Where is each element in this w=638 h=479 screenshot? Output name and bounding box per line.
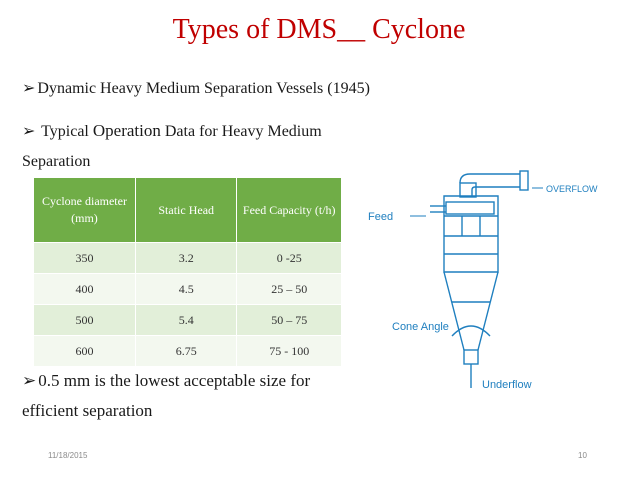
overflow-label: OVERFLOW — [546, 184, 598, 194]
cyclone-outline — [430, 171, 528, 388]
underflow-label: Underflow — [482, 379, 532, 391]
header-cyclone-diameter: Cyclone diameter (mm) — [34, 178, 135, 243]
table-cell: 350 — [34, 243, 135, 274]
bullet-operation-data — [22, 116, 382, 177]
table-cell: 6.75 — [135, 336, 236, 367]
table-header-row — [34, 178, 342, 243]
bullet-vessels-text: Dynamic Heavy Medium Separation Vessels (1945) — [37, 80, 370, 97]
bullet-operation-text-3: Data for Heavy Medium Separation — [22, 123, 322, 170]
table-cell: 3.2 — [135, 243, 236, 274]
table-cell: 400 — [34, 274, 135, 305]
bullet-lowest-size-text: 0.5 mm is the lowest acceptable size for efficient separation — [22, 371, 311, 420]
header-feed-capacity: Feed Capacity (t/h) — [237, 178, 342, 243]
table-row — [34, 243, 342, 274]
bullet-lowest-size — [22, 366, 362, 426]
arrow-bullet-icon: ➢ — [22, 78, 36, 97]
table-cell: 25 – 50 — [237, 274, 342, 305]
table-cell: 600 — [34, 336, 135, 367]
cone-angle-label: Cone Angle — [392, 321, 449, 333]
bullet-vessels — [22, 78, 370, 98]
table-row — [34, 305, 342, 336]
table-cell: 75 - 100 — [237, 336, 342, 367]
table-cell: 0 -25 — [237, 243, 342, 274]
table-cell: 5.4 — [135, 305, 236, 336]
header-static-head: Static Head — [135, 178, 236, 243]
table-row — [34, 336, 342, 367]
operation-data-table — [34, 178, 342, 366]
table-cell: 4.5 — [135, 274, 236, 305]
arrow-bullet-icon: ➢ — [22, 121, 36, 140]
footer-page-number: 10 — [578, 451, 587, 460]
table-row — [34, 274, 342, 305]
bullet-operation-text-1: Typical — [41, 123, 93, 140]
bullet-operation-text-2: Operation — [92, 121, 161, 140]
footer-date: 11/18/2015 — [48, 451, 88, 460]
slide-title: Types of DMS__ Cyclone — [172, 14, 466, 45]
feed-label: Feed — [368, 211, 394, 223]
table-cell: 500 — [34, 305, 135, 336]
table-cell: 50 – 75 — [237, 305, 342, 336]
arrow-bullet-icon: ➢ — [22, 371, 37, 391]
cyclone-diagram — [360, 160, 630, 400]
